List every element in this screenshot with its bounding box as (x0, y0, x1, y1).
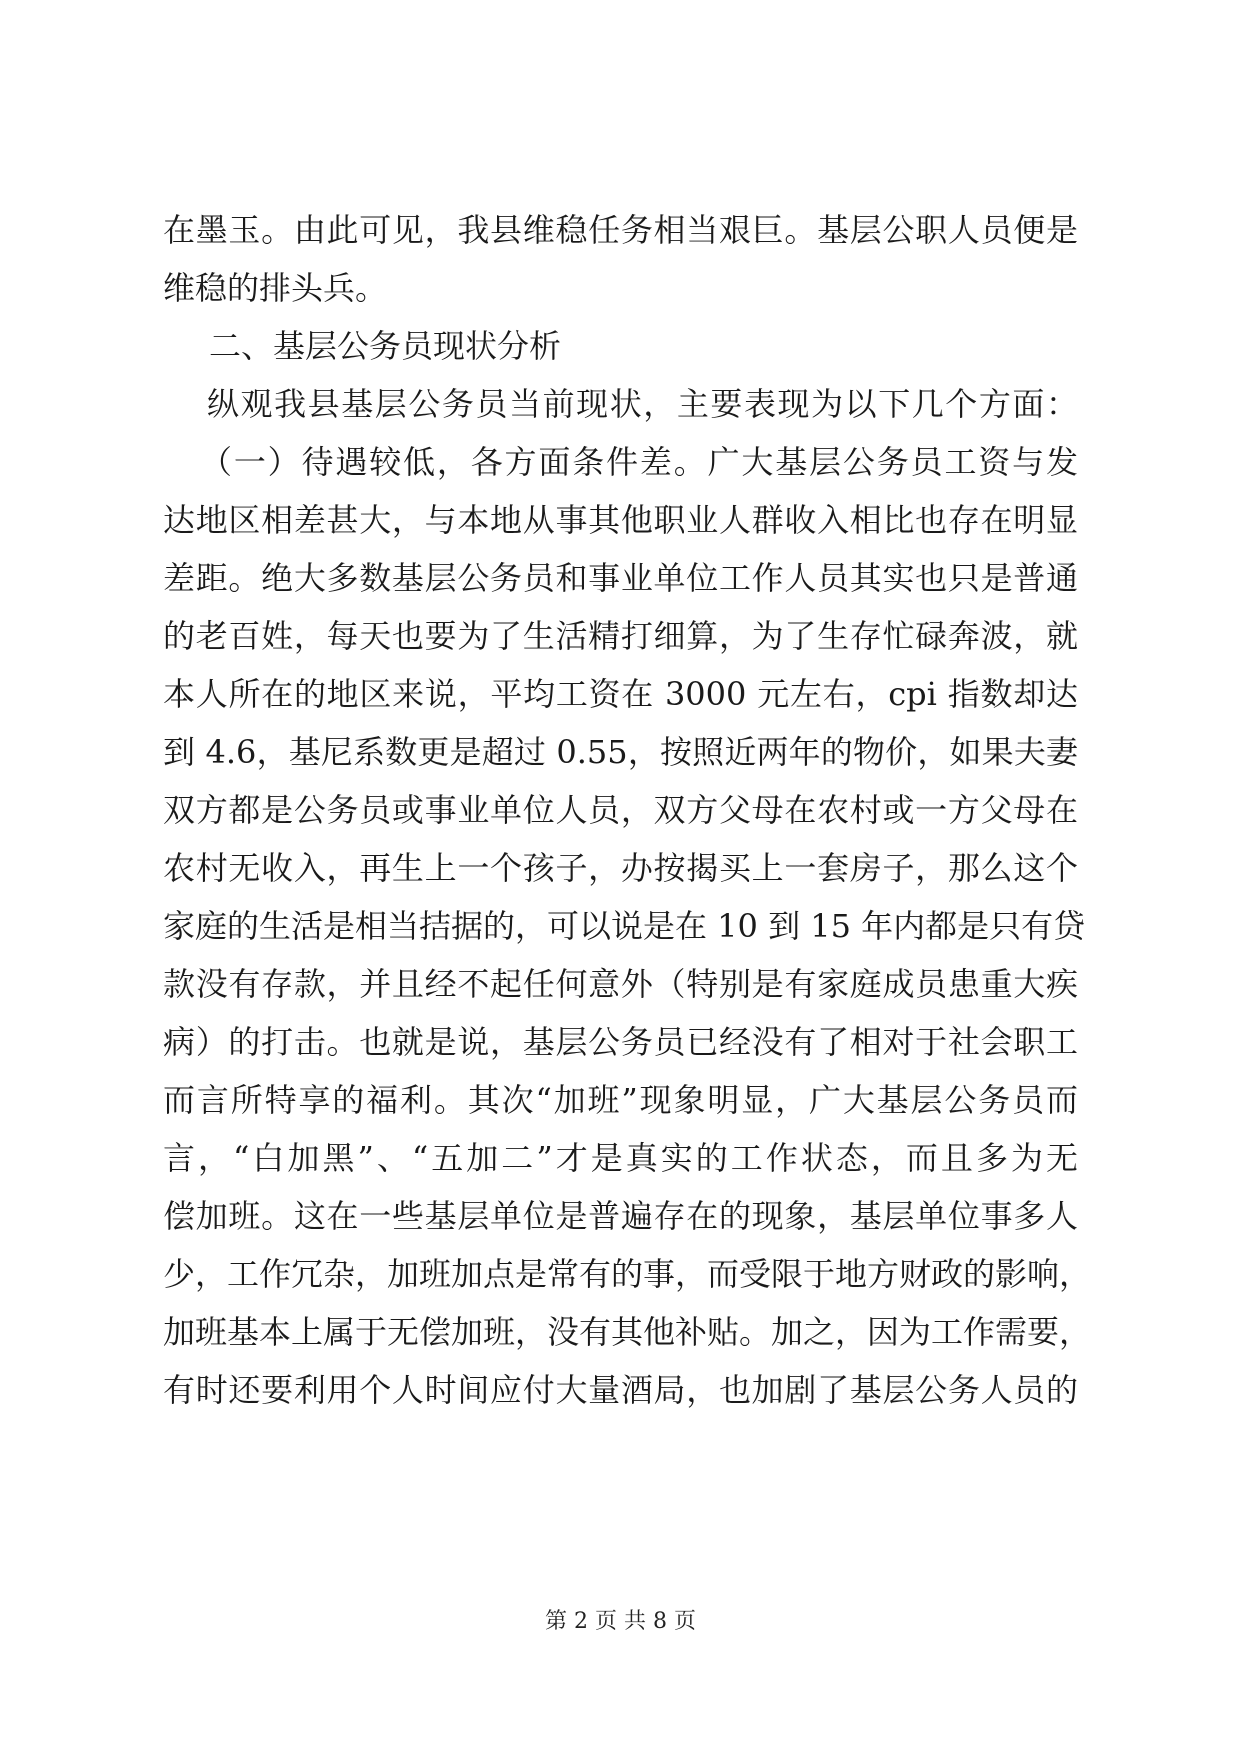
body-text-line: 的老百姓，每天也要为了生活精打细算，为了生存忙碌奔波，就 (163, 617, 1078, 655)
body-text-line: 病）的打击。也就是说，基层公务员已经没有了相对于社会职工 (163, 1023, 1078, 1061)
body-text-line: 款没有存款，并且经不起任何意外（特别是有家庭成员患重大疾 (163, 965, 1078, 1003)
body-text-line: 家庭的生活是相当拮据的，可以说是在 10 到 15 年内都是只有贷 (163, 907, 1086, 945)
body-text-line: 双方都是公务员或事业单位人员，双方父母在农村或一方父母在 (163, 791, 1078, 829)
body-text-line: 维稳的排头兵。 (163, 269, 388, 307)
body-text-line: 而言所特享的福利。其次“加班”现象明显，广大基层公务员而 (163, 1081, 1078, 1119)
body-text-line: 本人所在的地区来说，平均工资在 3000 元左右，cpi 指数却达 (163, 675, 1078, 713)
page-number-footer: 第 2 页 共 8 页 (545, 1609, 696, 1634)
body-text-line: 有时还要利用个人时间应付大量酒局，也加剧了基层公务人员的 (163, 1371, 1078, 1409)
body-text-line: 差距。绝大多数基层公务员和事业单位工作人员其实也只是普通 (163, 559, 1078, 597)
subsection-heading-line: （一）待遇较低，各方面条件差。广大基层公务员工资与发 (200, 443, 1078, 481)
body-text-line: 言，“白加黑”、“五加二”才是真实的工作状态，而且多为无 (163, 1139, 1078, 1177)
section-heading: 二、基层公务员现状分析 (209, 327, 562, 365)
body-text-line: 到 4.6，基尼系数更是超过 0.55，按照近两年的物价，如果夫妻 (163, 733, 1078, 771)
body-text-line: 农村无收入，再生上一个孩子，办按揭买上一套房子，那么这个 (163, 849, 1078, 887)
body-text-line: 达地区相差甚大，与本地从事其他职业人群收入相比也存在明显 (163, 501, 1078, 539)
body-text-line: 少，工作冗杂，加班加点是常有的事，而受限于地方财政的影响， (163, 1255, 1092, 1293)
body-text-line: 加班基本上属于无偿加班，没有其他补贴。加之，因为工作需要， (163, 1313, 1092, 1351)
body-text-line: 偿加班。这在一些基层单位是普遍存在的现象，基层单位事多人 (163, 1197, 1078, 1235)
body-text-line: 在墨玉。由此可见，我县维稳任务相当艰巨。基层公职人员便是 (163, 211, 1078, 249)
body-text-line: 纵观我县基层公务员当前现状，主要表现为以下几个方面： (207, 385, 1078, 423)
